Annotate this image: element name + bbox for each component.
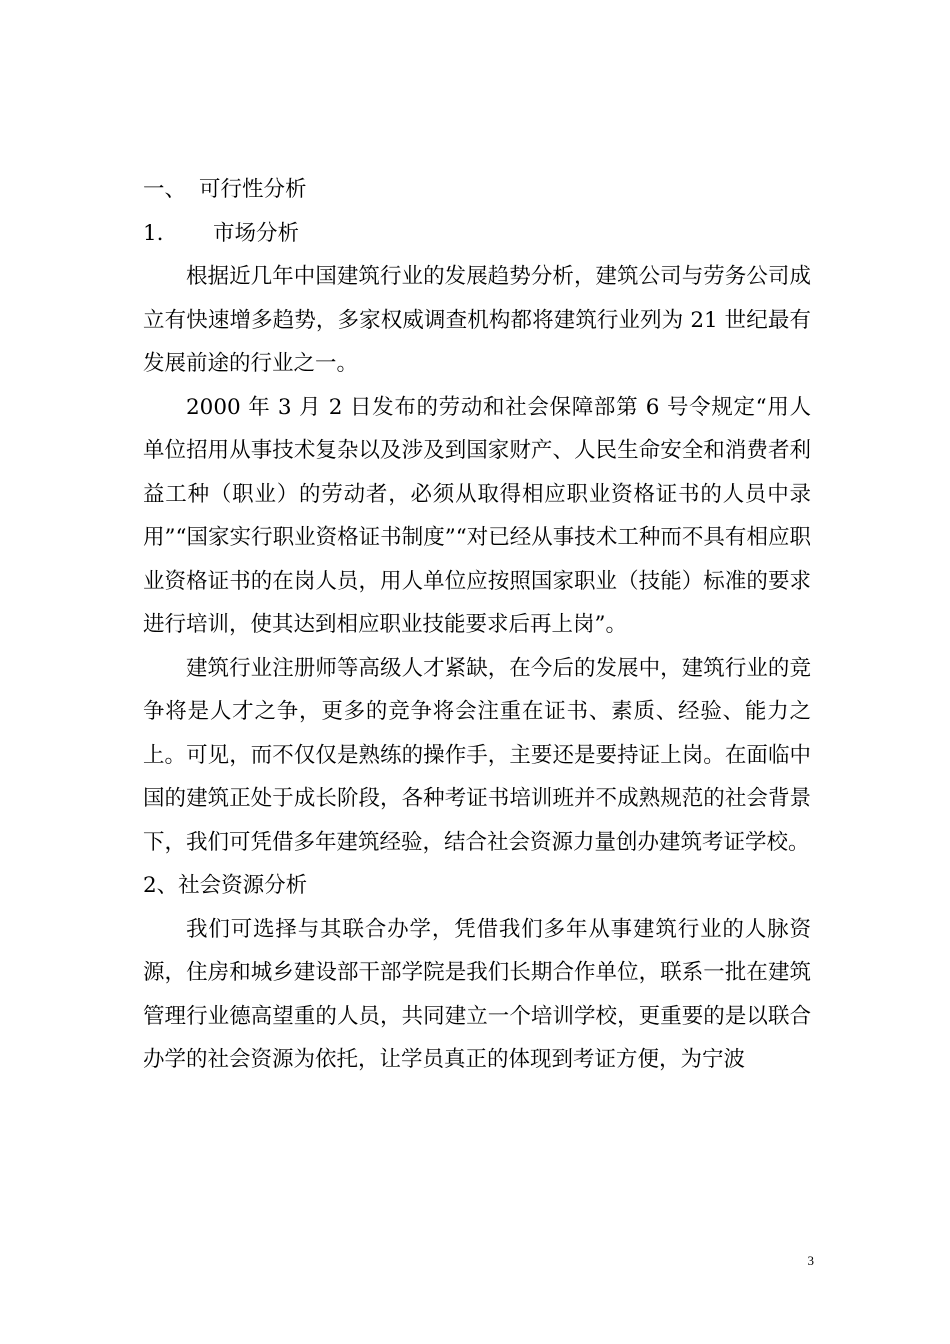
subsection-title: 市场分析 [213,220,300,246]
subsection-number: 1. [143,220,164,246]
document-body [143,168,811,1082]
paragraph-talent-demand: 建筑行业注册师等高级人才紧缺，在今后的发展中，建筑行业的竞争将是人才之争，更多的竞争将会注重在证书、素质、经验、能力之上。可见，而不仅仅是熟练的操作手，主要还是要持证上岗。在面临中国的建筑正处于成长阶段，各种考证书培训班并不成熟规范的社会背景下，我们可凭借多年建筑经验，结合社会资源力量创办建筑考证学校。 [143,655,811,855]
section-heading [143,168,811,212]
subsection-heading-social-resources: 2、社会资源分析 [143,873,308,898]
paragraph-social-resources: 我们可选择与其联合办学，凭借我们多年从事建筑行业的人脉资源，住房和城乡建设部干部学院是我们长期合作单位，联系一批在建筑管理行业德高望重的人员，共同建立一个培训学校，更重要的是以联合办学的社会资源为依托，让学员真正的体现到考证方便，为宁波 [143,916,811,1072]
page-number: 3 [807,1253,814,1268]
paragraph-market-trend: 根据近几年中国建筑行业的发展趋势分析，建筑公司与劳务公司成立有快速增多趋势，多家权威调查机构都将建筑行业列为 21 世纪最有发展前途的行业之一。 [143,264,811,376]
section-number: 一、 [143,177,187,202]
paragraph-regulation: 2000 年 3 月 2 日发布的劳动和社会保障部第 6 号令规定“用人单位招用从事技术复杂以及涉及到国家财产、人民生命安全和消费者利益工种（职业）的劳动者，必须从取得相应职业资格证书的人员中录用”“国家实行职业资格证书制度”“对已经从事技术工种而不具有相应职业资格证书的在岗人员，用人单位应按照国家职业（技能）标准的要求进行培训，使其达到相应职业技能要求后再上岗”。 [143,394,811,637]
section-title: 可行性分析 [199,177,307,202]
subsection-heading-market [143,212,811,256]
